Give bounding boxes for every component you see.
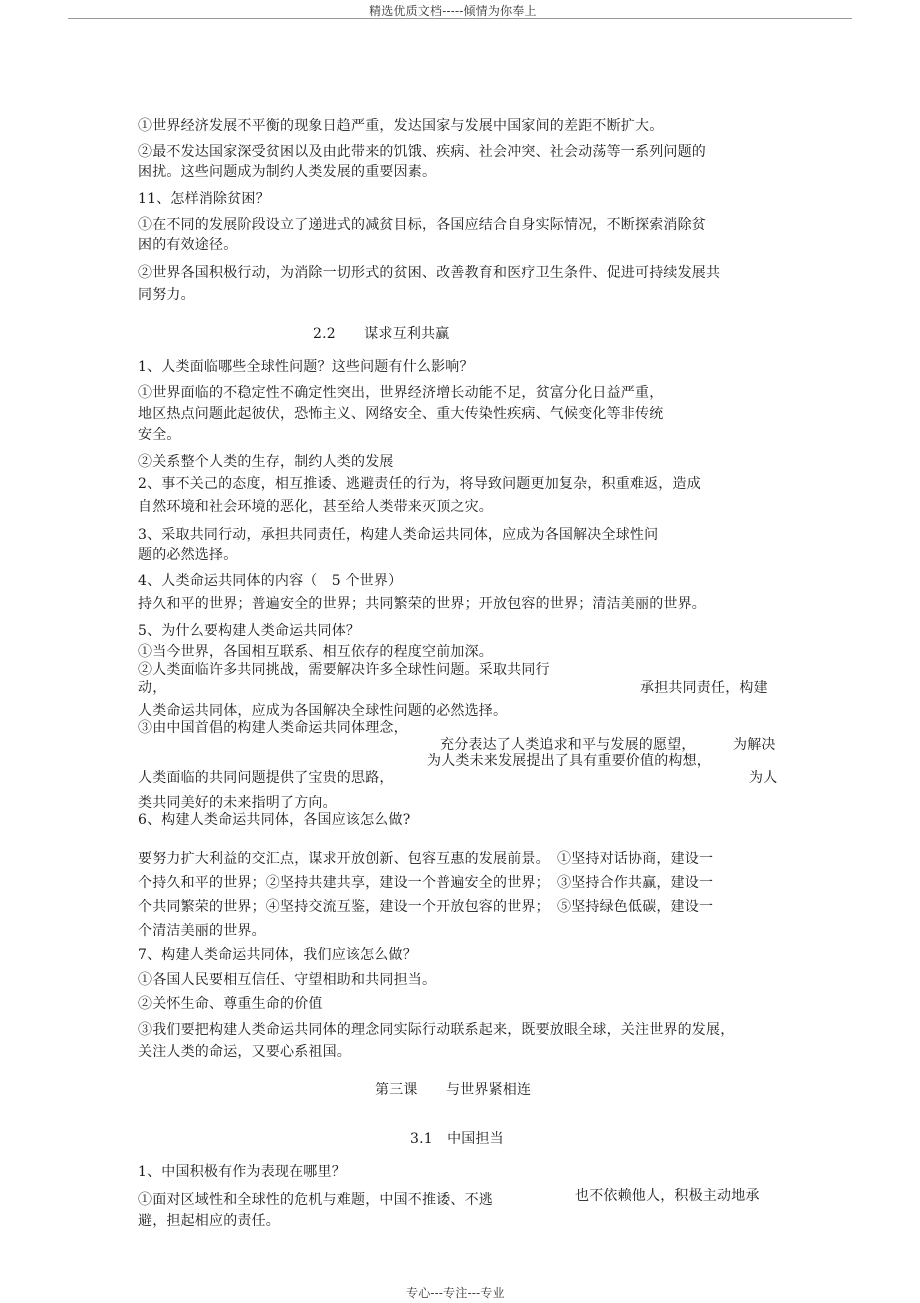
text-line: ②关系整个人类的生存，制约人类的发展 (138, 454, 394, 470)
text-line: 困的有效途径。 (138, 237, 238, 253)
text-line: 避，担起相应的责任。 (138, 1213, 280, 1229)
text-line: ③我们要把构建人类命运共同体的理念同实际行动联系起来，既要放眼全球，关注世界的发展， (138, 1022, 735, 1038)
text-line: 安全。 (138, 427, 181, 443)
text-line: ②世界各国积极行动，为消除一切形式的贫困、改善教育和医疗卫生条件、促进可持续发展共 (138, 265, 721, 281)
text-line: 个持久和平的世界；②坚持共建共享，建设一个普遍安全的世界； ③坚持合作共赢，建设一 (138, 875, 714, 891)
text-line: ②人类面临许多共同挑战，需要解决许多全球性问题。采取共同行 (138, 662, 550, 678)
text-line: 个清洁美丽的世界。 (138, 923, 266, 939)
text-line: 自然环境和社会环境的恶化，甚至给人类带来灭顶之灾。 (138, 499, 493, 515)
text-line: ①世界面临的不稳定性不确定性突出，世界经济增长动能不足，贫富分化日益严重， (138, 385, 664, 401)
section-title: 3.1 中国担当 (410, 1131, 504, 1147)
text-line: 持久和平的世界；普遍安全的世界；共同繁荣的世界；开放包容的世界；清洁美丽的世界。 (138, 596, 706, 612)
text-line: ②关怀生命、尊重生命的价值 (138, 996, 323, 1012)
text-line: ①当今世界，各国相互联系、相互依存的程度空前加深。 (138, 644, 493, 660)
text-line: 充分表达了人类追求和平与发展的愿望， (440, 737, 696, 753)
section-title: 2.2 谋求互利共赢 (313, 326, 450, 342)
question-heading: 1、中国积极有作为表现在哪里？ (138, 1164, 346, 1180)
text-line: 要努力扩大利益的交汇点，谋求开放创新、包容互惠的发展前景。 ①坚持对话协商，建设一 (138, 851, 714, 867)
text-line: ③由中国首倡的构建人类命运共同体理念， (138, 720, 408, 736)
text-line: 2、事不关己的态度，相互推诿、逃避责任的行为，将导致问题更加复杂，积重难返，造成 (138, 476, 701, 492)
text-line: ①世界经济发展不平衡的现象日趋严重，发达国家与发展中国家间的差距不断扩大。 (138, 118, 664, 134)
question-heading: 1、人类面临哪些全球性问题？这些问题有什么影响？ (138, 359, 474, 375)
text-line: ②最不发达国家深受贫困以及由此带来的饥饿、疾病、社会冲突、社会动荡等一系列问题的 (138, 144, 706, 160)
question-heading: 7、构建人类命运共同体，我们应该怎么做？ (138, 947, 417, 963)
text-line: 为人类未来发展提出了具有重要价值的构想， (427, 753, 711, 769)
question-heading: 6、构建人类命运共同体，各国应该怎么做? (138, 812, 411, 828)
text-line: 动， (138, 680, 167, 696)
text-line: ①在不同的发展阶段设立了递进式的减贫目标，各国应结合自身实际情况，不断探索消除贫 (138, 217, 706, 233)
text-line: 为解决 (733, 737, 776, 753)
text-line: 同努力。 (138, 287, 195, 303)
page-header: 精选优质文档-----倾情为你奉上 (369, 4, 537, 18)
text-line: 承担共同责任，构建 (640, 680, 768, 696)
text-line: 也不依赖他人，积极主动地承 (575, 1188, 760, 1204)
text-line: 人类命运共同体，应成为各国解决全球性问题的必然选择。 (138, 703, 508, 719)
text-line: 3、采取共同行动，承担共同责任，构建人类命运共同体，应成为各国解决全球性问 (138, 527, 659, 543)
text-line: 题的必然选择。 (138, 547, 238, 563)
question-heading: 5、为什么要构建人类命运共同体？ (138, 623, 361, 639)
header-rule (68, 18, 852, 19)
page-footer: 专心---专注---专业 (406, 1286, 505, 1300)
text-line: ①各国人民要相互信任、守望相助和共同担当。 (138, 972, 437, 988)
lesson-title: 第三课 与世界紧相连 (375, 1082, 532, 1098)
text-line: 人类面临的共同问题提供了宝贵的思路， (138, 770, 394, 786)
text-line: 困扰。这些问题成为制约人类发展的重要因素。 (138, 164, 437, 180)
text-line: 地区热点问题此起彼伏，恐怖主义、网络安全、重大传染性疾病、气候变化等非传统 (138, 406, 664, 422)
text-line: 关注人类的命运，又要心系祖国。 (138, 1044, 351, 1060)
text-line: 为人 (749, 770, 778, 786)
text-line: 个共同繁荣的世界；④坚持交流互鉴，建设一个开放包容的世界； ⑤坚持绿色低碳，建设一 (138, 899, 714, 915)
text-line: ①面对区域性和全球性的危机与难题，中国不推诿、不逃 (138, 1192, 493, 1208)
question-heading: 11、怎样消除贫困？ (138, 191, 270, 207)
question-heading: 4、人类命运共同体的内容（ 5 个世界） (138, 573, 403, 589)
text-line: 类共同美好的未来指明了方向。 (138, 795, 337, 811)
